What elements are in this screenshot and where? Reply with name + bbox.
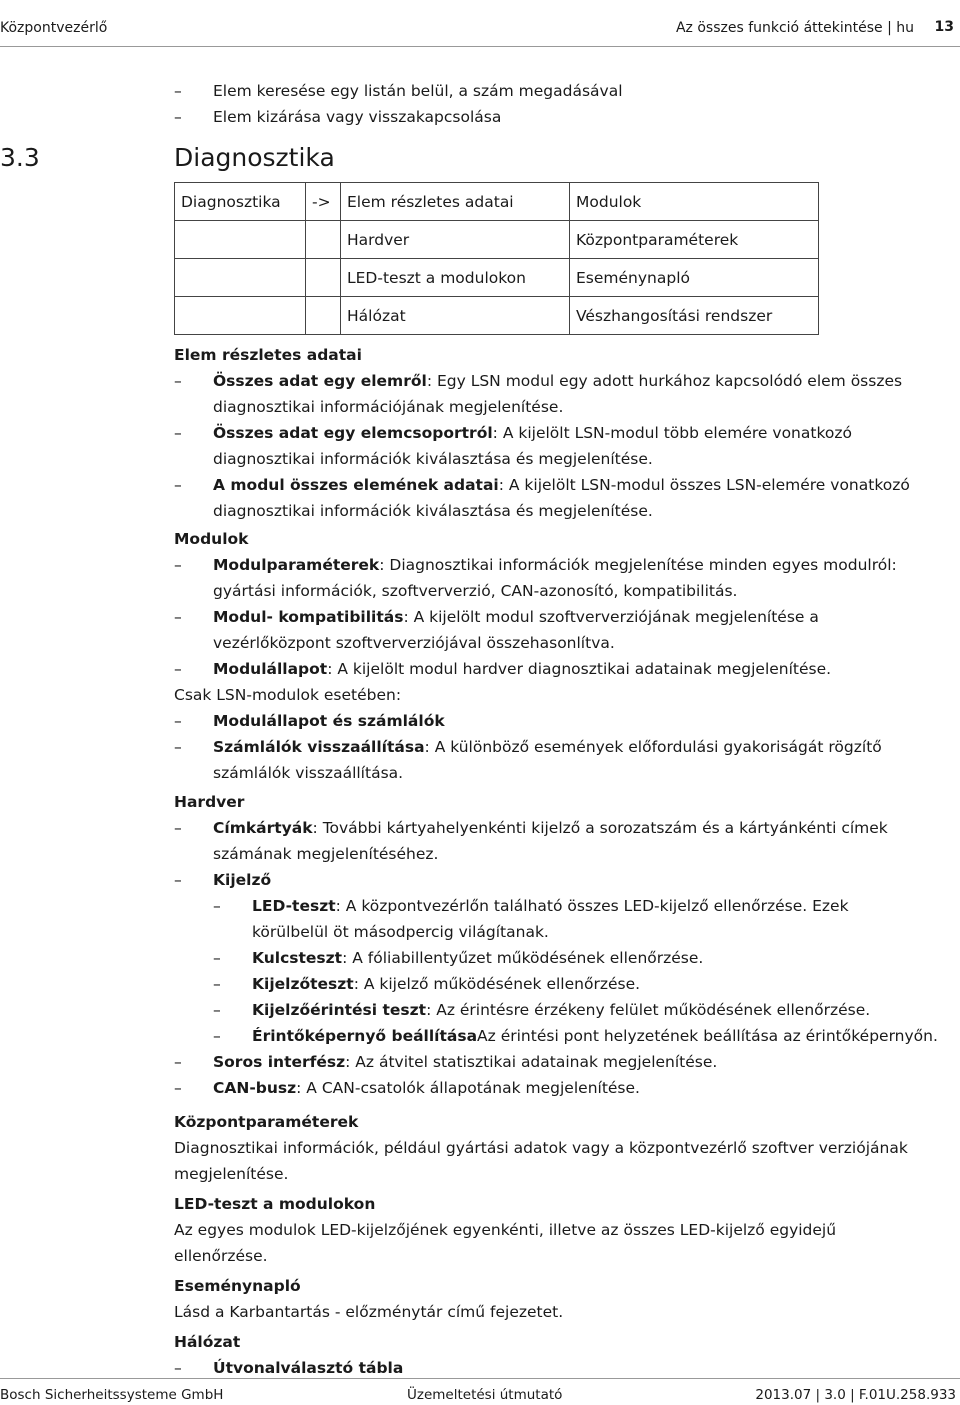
header-rule <box>0 46 960 47</box>
table-cell: Elem részletes adatai <box>341 183 570 221</box>
table-cell <box>175 221 306 259</box>
table-row <box>175 183 819 221</box>
list-item: – Elem keresése egy listán belül, a szám megadásával <box>174 82 623 100</box>
table-cell <box>175 259 306 297</box>
sub-list-item: – Érintőképernyő beállításaAz érintési pont helyzetének beállítása az érintőképernyőn. <box>213 1027 938 1045</box>
subheading-halozat: Hálózat <box>174 1333 241 1351</box>
list-item: – Modul- kompatibilitás: A kijelölt modul szoftververziójának megjelenítése a vezérlőközpont szoftververziójával összehasonlítva. <box>174 608 819 652</box>
list-item: – Modulparaméterek: Diagnosztikai információk megjelenítése minden egyes modulról: gyártási információk, szoftververzió, CAN-azonosító, kompatibilitás. <box>174 556 897 600</box>
list-item: – Modulállapot és számlálók <box>174 712 445 730</box>
sub-list-item: – Kijelzőteszt: A kijelző működésének ellenőrzése. <box>213 975 641 993</box>
subheading-ledteszt: LED-teszt a modulokon <box>174 1195 376 1213</box>
page-header <box>0 0 960 56</box>
paragraph: Az egyes modulok LED-kijelzőjének egyenkénti, illetve az összes LED-kijelző egyidejű <box>174 1221 837 1239</box>
subheading-modulok: Modulok <box>174 530 249 548</box>
table-cell: Modulok <box>570 183 819 221</box>
list-item: – A modul összes elemének adatai: A kijelölt LSN-modul összes LSN-elemére vonatkozó diagnosztikai információk kiválasztása és megjelenítése. <box>174 476 910 520</box>
table-row <box>175 259 819 297</box>
list-item: – Elem kizárása vagy visszakapcsolása <box>174 108 502 126</box>
table-cell <box>175 297 306 335</box>
list-item: – Számlálók visszaállítása: A különböző események előfordulási gyakoriságát rögzítő számlálók visszaállítása. <box>174 738 882 782</box>
table-cell: Hardver <box>341 221 570 259</box>
sub-list-item: – Kijelzőérintési teszt: Az érintésre érzékeny felület működésének ellenőrzése. <box>213 1001 871 1019</box>
footer-center: Üzemeltetési útmutató <box>407 1387 563 1403</box>
section-title: Diagnosztika <box>174 143 335 172</box>
subheading-elem: Elem részletes adatai <box>174 346 362 364</box>
table-row <box>175 297 819 335</box>
table-cell: Központparaméterek <box>570 221 819 259</box>
list-item: – Címkártyák: További kártyahelyenkénti kijelző a sorozatszám és a kártyánkénti címek számának megjelenítéséhez. <box>174 819 888 863</box>
table-cell: Eseménynapló <box>570 259 819 297</box>
list-item: – Összes adat egy elemcsoportról: A kijelölt LSN-modul több elemére vonatkozó diagnosztikai információk kiválasztása és megjelenítése. <box>174 424 852 468</box>
intro-list <box>174 78 960 130</box>
sub-list-item: – LED-teszt: A központvezérlőn található összes LED-kijelző ellenőrzése. Ezek körülbelül öt másodpercig világítanak. <box>213 897 849 941</box>
list-item: – Útvonalválasztó tábla <box>174 1359 404 1377</box>
footer-left: Bosch Sicherheitssysteme GmbH <box>0 1387 224 1403</box>
header-left: Központvezérlő <box>0 20 108 36</box>
subheading-kozpontparameterek: Központparaméterek <box>174 1113 359 1131</box>
sub-list-item: – Kulcsteszt: A fóliabillentyűzet működésének ellenőrzése. <box>213 949 704 967</box>
footer-right: 2013.07 | 3.0 | F.01U.258.933 <box>755 1387 956 1403</box>
list-item: – Kijelző <box>174 871 272 889</box>
table-cell <box>306 221 341 259</box>
table-cell <box>306 259 341 297</box>
table-cell: Diagnosztika <box>175 183 306 221</box>
table-cell: Vészhangosítási rendszer <box>570 297 819 335</box>
list-item: – CAN-busz: A CAN-csatolók állapotának megjelenítése. <box>174 1079 640 1097</box>
page-number: 13 <box>934 19 954 35</box>
list-item: – Összes adat egy elemről: Egy LSN modul egy adott hurkához kapcsolódó elem összes diagnosztikai információjának megjelenítése. <box>174 372 903 416</box>
body-text <box>174 342 960 1381</box>
paragraph: Csak LSN-modulok esetében: <box>174 686 402 704</box>
subheading-esemenynaplo: Eseménynapló <box>174 1277 301 1295</box>
table-row <box>175 221 819 259</box>
header-right: Az összes funkció áttekintése | hu <box>675 20 914 36</box>
paragraph: megjelenítése. <box>174 1165 289 1183</box>
subheading-hardver: Hardver <box>174 793 245 811</box>
table-cell: -> <box>306 183 341 221</box>
list-item: – Soros interfész: Az átvitel statisztikai adatainak megjelenítése. <box>174 1053 718 1071</box>
paragraph: Diagnosztikai információk, például gyártási adatok vagy a központvezérlő szoftver verziójának <box>174 1139 908 1157</box>
table-cell <box>306 297 341 335</box>
table-cell: Hálózat <box>341 297 570 335</box>
footer-rule <box>0 1378 960 1379</box>
list-item: – Modulállapot: A kijelölt modul hardver diagnosztikai adatainak megjelenítése. <box>174 660 832 678</box>
paragraph: ellenőrzése. <box>174 1247 268 1265</box>
section-number: 3.3 <box>0 143 40 172</box>
page-footer <box>0 1378 960 1405</box>
paragraph: Lásd a Karbantartás - előzménytár című fejezetet. <box>174 1303 564 1321</box>
table-cell: LED-teszt a modulokon <box>341 259 570 297</box>
diagnostics-menu-table <box>174 182 819 335</box>
